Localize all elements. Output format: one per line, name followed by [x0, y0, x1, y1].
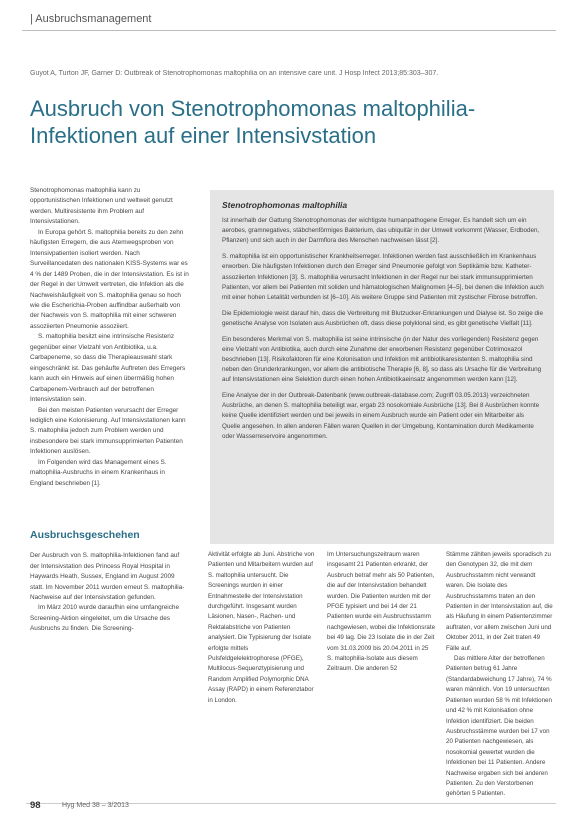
- left-paragraph: Stenotrophomonas maltophilia kann zu opportunistischen Infektionen und weltweit genutzt werden. Multiresistente ihm Problem auf Intensivstationen.: [30, 187, 173, 226]
- info-box-paragraph: Eine Analyse der in der Outbreak-Datenbank (www.outbreak-database.com; Zugriff 03.05.2013) verzeichneten Ausbrüche, an denen S. maltophilia beteiligt war, ergab 23 nosokomiale Ausbrüche [13]. Bei 8 Ausbrüchen konnte keine Quelle identifiziert werden und bei jeweils in einem Ausbruch wurde ein Patient oder ein Mitarbeiter als Quelle angesehen. In allen anderen Fällen waren Quellen in der Umgebung, Kontamination durch Medikamente oder Wasserreservoire angenommen.: [222, 392, 540, 440]
- info-box-paragraph: Die Epidemiologie weist darauf hin, dass die Verbreitung mit Blutzucker-Erkrankungen und Dialyse ist. So zeige die genetische Analyse von Isolaten aus Ausbrüchen oft, dass diese polyklonal sind, es gibt genetische Vielfalt [11].: [222, 309, 543, 327]
- left-paragraph: Der Ausbruch von S. maltophilia-Infektionen fand auf der Intensivstation des Princess Royal Hospital in Haywards Heath, Sussex, England im August 2009 statt. Im November 2011 wurden erneut S. maltophilia-Nachweise auf der Intensivstation gefunden.: [30, 552, 185, 601]
- article-title: [30, 95, 560, 149]
- lower-paragraph: Das mittlere Alter der betroffenen Patienten betrug 61 Jahre (Standardabweichung 17 Jahre), 74 % waren männlich. Von 19 untersuchten Patienten wurden 58 % mit Infektionen und 42 % mit Kolonisation ohne Infektion identifiziert. Die beiden Ausbruchsstämme wurden bei 17 von 20 Patienten nachgewiesen, als nosokomial gewertet wurden die Infektionen bei 11 Patienten. Andere Nachweise ergaben sich bei anderen Patienten. Zu den Verstorbenen gehörten 5 Patienten.: [446, 655, 552, 798]
- lower-paragraph: Im Untersuchungszeitraum waren insgesamt 21 Patienten erkrankt, der Ausbruch betraf mehr als 50 Patienten, die auf der Intensivstation behandelt wurden. Die Patienten wurden mit der PFGE typisiert und bei 14 der 21 Patienten wurde ein Ausbruchsstamm nachgewiesen, wobei die Infektionsrate bei 49 lag. Die 23 Isolate die in der Zeit vom 31.03.2009 bis 20.04.2011 in 25 S. maltophilia-Isolate aus diesem Zeitraum. Die anderen 52: [327, 551, 436, 673]
- lower-paragraph: Stämme zählten jeweils sporadisch zu den Genotypen 32, die mit dem Ausbruchsstamm nicht verwandt waren. Die Isolate des Ausbruchsstamms traten an den Patienten in der Intensivstation auf, die als Häufung in einem Patientenzimmer auftraten, vor allem zwischen Juni und Oktober 2011, in der Zeit traten 49 Fälle auf.: [446, 551, 553, 652]
- lower-column-2: [327, 550, 435, 675]
- info-box-title: Stenotrophomonas maltophilia: [222, 200, 348, 210]
- left-column: [30, 186, 190, 635]
- article-citation: Guyot A, Turton JF, Garner D: Outbreak of Stenotrophomonas maltophilia on an intensive care unit. J Hosp Infect 2013;85:303–307.: [30, 70, 439, 77]
- left-paragraph: In Europa gehört S. maltophilia bereits zu den zehn häufigsten Erregern, die aus Atemwegsproben von Intensivpatienten isoliert werden. Nach Surveillancedaten des nationalen KISS-Systems war es 4 % der 1489 Proben, die in der Intensivstation. Es ist in der Regel in der Umwelt vertreten, die Infektion als die Nachweishäufigkeit von S. maltophilia genau so hoch wie die Escherichia-Proben auffindbar außerhalb von der Nachweis von S. maltophilia mit einer schweren assoziierten Pneumonie assoziiert.: [30, 228, 189, 330]
- header-divider: [22, 30, 556, 31]
- info-box-paragraph: S. maltophilia ist ein opportunistischer Krankheitserreger. Infektionen werden fast ausschließlich im Krankenhaus erworben. Die häufigsten Infektionen durch den Erreger sind Pneumonie gefolgt von Septikämie bzw. Katheter-assoziierten Infektionen [3]. S. maltophilia verursacht Infektionen in der Regel nur bei stark immunsupprimierten Patienten, vor allem bei Patienten mit soliden und hämatologischen Malignomen [4–5], bei denen die Infektion auch mit einer hohen Letalität verbunden ist [6–10]. Als weitere Gruppe sind Patienten mit zystischer Fibrose betroffen.: [222, 253, 544, 301]
- info-box-paragraph: Ein besonderes Merkmal von S. maltophilia ist seine intrinsische (in der Natur des vorliegenden) Resistenz gegen eine Vielzahl von Antibiotika, auch durch eine Zunahme der erworbenen Resistenz gegenüber Cotrimoxazol beschrieben [13]. Risikofaktoren für eine Kolonisation und Infektion mit antibiotikaresistenten S. maltophilia sind neben den Grunderkrankungen, vor allem die antibiotische Therapie [6, 8], so dass als Ursache für die Verbreitung auf Intensivstationen eine Selektion durch einen hohen Antibiotikaeinsatz angenommen werden kann [12].: [222, 335, 542, 384]
- left-paragraph: S. maltophilia besitzt eine intrinsische Resistenz gegenüber einer Vielzahl von Antibiotika, u.a. Carbapeneme, so dass die Therapieauswahl stark eingeschränkt ist. Das gehäufte Auftreten des Erregers kann auch ein Hinweis auf einen übermäßig hohen Carbapenem-Verbrauch auf der betroffenen Intensivstation sein.: [30, 333, 186, 404]
- info-box: [210, 190, 554, 544]
- left-paragraph: Im März 2010 wurde daraufhin eine umfangreiche Screening-Aktion eingeleitet, um die Ursache des Ausbruchs zu finden. Die Screening-: [30, 604, 180, 633]
- info-box-paragraph: Ist innerhalb der Gattung Stenotrophomonas der wichtigste humanpathogene Erreger. Es handelt sich um ein aerobes, gramnegatives, stäbchenförmiges Bakterium, das ubiquitär in der Umwelt vorkommt (Wasser, Erdboden, Pflanzen) und sich auch in der Darmflora des Menschen nachweisen lässt [2].: [222, 217, 540, 245]
- title-line-2: Infektionen auf einer Intensivstation: [30, 123, 377, 148]
- lower-column-3: [446, 550, 554, 800]
- section-label: | Ausbruchsmanagement: [30, 13, 152, 25]
- left-paragraph: Im Folgenden wird das Management eines S. maltophilia-Ausbruchs in einem Krankenhaus in England beschrieben [1].: [30, 458, 167, 487]
- section-heading: Ausbruchsgeschehen: [30, 529, 140, 542]
- title-line-1: Ausbruch von Stenotrophomonas maltophilia-: [30, 96, 476, 121]
- journal-name: Hyg Med 38 – 3/2013: [62, 802, 129, 809]
- lower-column-1: [208, 550, 316, 706]
- page-number: 98: [30, 800, 41, 811]
- left-paragraph: Bei den meisten Patienten verursacht der Erreger lediglich eine Kolonisierung. Auf Intensivstationen kann S. maltophilia jedoch zum Problem werden und insbesondere bei stark immunsupprimierten Patienten Infektionen auslösen.: [30, 406, 186, 456]
- lower-paragraph: Aktivität erfolgte ab Juni. Abstriche von Patienten und Mitarbeitern wurden auf S. maltophilia untersucht. Die Screenings wurden in einer Entnahmestelle der Intensivstation durchgeführt. Insgesamt wurden Läsionen, Nasen-, Rachen- und Rektalabstriche von Patienten analysiert. Die Typisierung der Isolate erfolgte mittels Pulsfeldgelelektrophorese (PFGE), Multilocus-Sequenztypisierung und Random Amplified Polymorphic DNA Assay (RAPD) in einem Referenzlabor in London.: [208, 551, 315, 704]
